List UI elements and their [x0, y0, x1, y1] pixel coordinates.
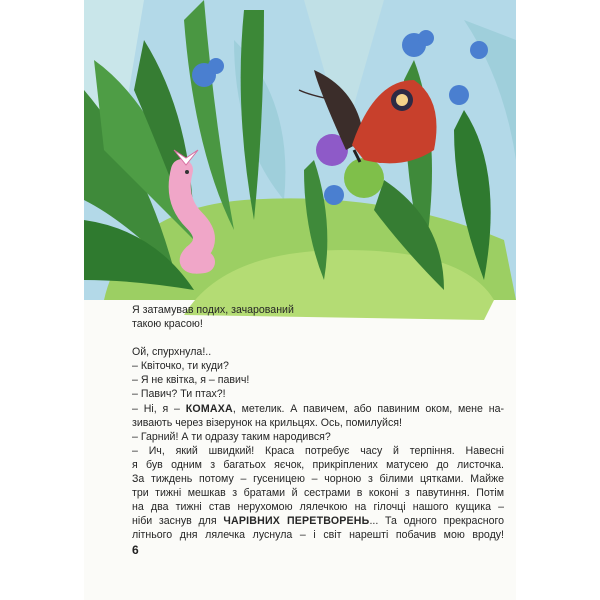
thistle-bud [344, 158, 384, 198]
text-span: , метелик. А павичем, або павиним оком, мене на- [232, 402, 504, 415]
dialogue-line [132, 402, 504, 416]
dialogue-line: – Я не квітка, я – павич! [132, 374, 250, 387]
paragraph-line: три тижні мешкав з братами й сестрами в коконі з павутиння. Потім [132, 487, 504, 500]
paragraph-line: – Ич, який швидкий! Краса потребує часу й терпіння. Навесні [132, 444, 504, 457]
paragraph-line [132, 514, 504, 528]
paragraph-line: я був одним з багатьох яєчок, прикріплених матусею до листочка. [132, 458, 504, 471]
dialogue-line: Ой, спурхнула!.. [132, 346, 212, 359]
intro-line: Я затамував подих, зачарований [132, 304, 294, 316]
text-span: – Ні, я – [132, 402, 180, 415]
intro-line: такою красою! [132, 318, 203, 331]
dialogue-line: – Квіточко, ти куди? [132, 360, 229, 373]
paragraph-line: За тиждень потому – гусеницею – чорною з білими цятками. Майже [132, 473, 504, 486]
paragraph-line: літнього дня лялечка луснула – і світ нарешті побачив мою вроду! [132, 529, 504, 542]
page-number: 6 [132, 543, 139, 557]
bold-term: КОМАХА [185, 402, 233, 415]
illustration [84, 0, 516, 330]
dialogue-line: зивають через візерунок на крильцях. Ось, помилуйся! [132, 416, 402, 429]
story-text [132, 303, 504, 543]
dialogue-line: – Гарний! А ти одразу таким народився? [132, 430, 331, 443]
paragraph-line: на два тижні став нерухомою лялечкою на гілочці нашого кущика – [132, 501, 504, 514]
book-page [84, 0, 516, 600]
text-span: ніби заснув для [132, 515, 217, 528]
bold-term: ЧАРІВНИХ ПЕРЕТВОРЕНЬ [223, 515, 370, 528]
paragraph-gap [132, 331, 504, 345]
text-span: ... Та одного прекрасного [369, 515, 505, 528]
dialogue-line: – Павич? Ти птах?! [132, 388, 226, 401]
